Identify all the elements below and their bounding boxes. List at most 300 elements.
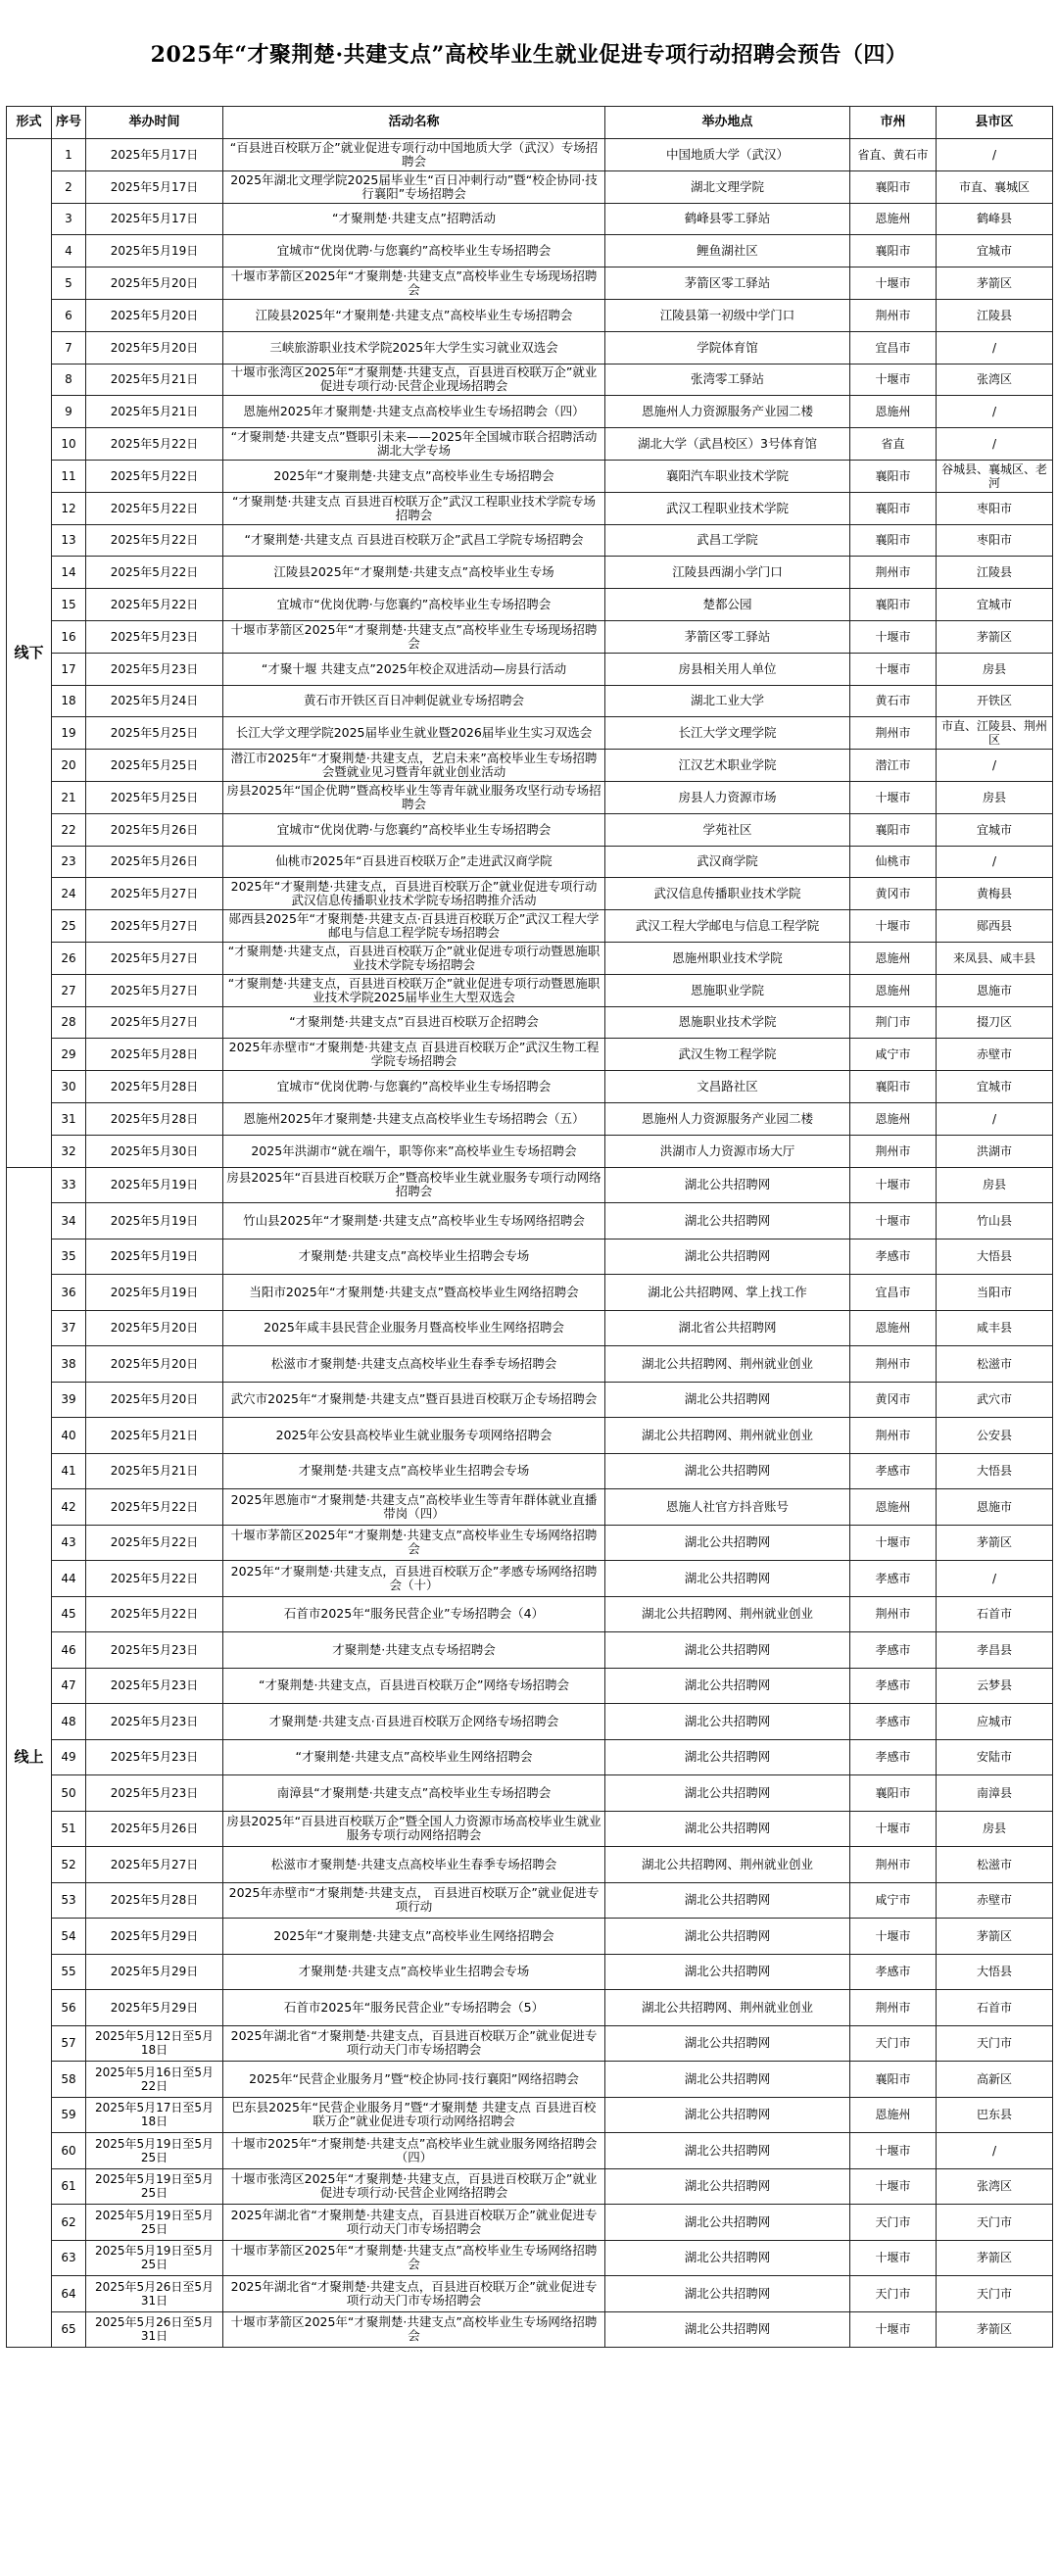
row-county: 郧西县 bbox=[937, 910, 1053, 943]
row-date: 2025年5月25日 bbox=[86, 750, 223, 782]
row-index: 56 bbox=[52, 1990, 86, 2026]
row-county: 公安县 bbox=[937, 1418, 1053, 1454]
table-row bbox=[7, 1561, 1053, 1597]
row-date: 2025年5月19日 bbox=[86, 1167, 223, 1203]
row-date: 2025年5月23日 bbox=[86, 653, 223, 685]
row-city: 黄石市 bbox=[850, 685, 937, 717]
row-venue: 恩施人社官方抖音账号 bbox=[605, 1489, 850, 1526]
document-title: 2025年“才聚荆楚·共建支点”高校毕业生就业促进专项行动招聘会预告（四） bbox=[150, 41, 908, 68]
row-city: 咸宁市 bbox=[850, 1882, 937, 1919]
row-city: 襄阳市 bbox=[850, 235, 937, 267]
row-venue: 文昌路社区 bbox=[605, 1071, 850, 1103]
row-index: 14 bbox=[52, 557, 86, 589]
row-date: 2025年5月26日 bbox=[86, 1811, 223, 1847]
row-index: 48 bbox=[52, 1704, 86, 1740]
row-index: 40 bbox=[52, 1418, 86, 1454]
row-venue: 江汉艺术职业学院 bbox=[605, 750, 850, 782]
row-venue: 湖北公共招聘网 bbox=[605, 1668, 850, 1704]
row-index: 10 bbox=[52, 428, 86, 461]
row-index: 45 bbox=[52, 1596, 86, 1632]
table-row bbox=[7, 974, 1053, 1006]
row-date: 2025年5月22日 bbox=[86, 557, 223, 589]
table-row bbox=[7, 1275, 1053, 1311]
row-county: 宜城市 bbox=[937, 1071, 1053, 1103]
row-county: 石首市 bbox=[937, 1990, 1053, 2026]
row-event-name: “才聚荆楚·共建支点”暨职引未来——2025年全国城市联合招聘活动湖北大学专场 bbox=[223, 428, 605, 461]
header-city: 市州 bbox=[850, 107, 937, 139]
row-event-name: 2025年湖北文理学院2025届毕业生“百日冲刺行动”暨“校企协同·技行襄阳”专场招聘会 bbox=[223, 170, 605, 203]
table-row bbox=[7, 1310, 1053, 1346]
table-row bbox=[7, 1167, 1053, 1203]
row-date: 2025年5月29日 bbox=[86, 1919, 223, 1955]
table-row bbox=[7, 460, 1053, 492]
row-event-name: 宜城市“优岗优聘·与您襄约”高校毕业生专场招聘会 bbox=[223, 589, 605, 621]
row-county: 茅箭区 bbox=[937, 2240, 1053, 2276]
table-row bbox=[7, 1668, 1053, 1704]
table-row bbox=[7, 1847, 1053, 1883]
row-date: 2025年5月19日 bbox=[86, 1203, 223, 1239]
row-venue: 湖北公共招聘网 bbox=[605, 1811, 850, 1847]
row-event-name: 才聚荆楚·共建支点”高校毕业生招聘会专场 bbox=[223, 1954, 605, 1990]
row-event-name: “才聚荆楚·共建支点”百县进百校联万企招聘会 bbox=[223, 1006, 605, 1039]
row-county: 安陆市 bbox=[937, 1739, 1053, 1775]
row-date: 2025年5月27日 bbox=[86, 974, 223, 1006]
row-county: 谷城县、襄城区、老河 bbox=[937, 460, 1053, 492]
header-date: 举办时间 bbox=[86, 107, 223, 139]
row-index: 5 bbox=[52, 267, 86, 300]
row-event-name: 石首市2025年“服务民营企业”专场招聘会（5） bbox=[223, 1990, 605, 2026]
row-event-name: 房县2025年“国企优聘”暨高校毕业生等青年就业服务攻坚行动专场招聘会 bbox=[223, 781, 605, 813]
row-event-name: 才聚荆楚·共建支点”高校毕业生招聘会专场 bbox=[223, 1453, 605, 1489]
row-index: 43 bbox=[52, 1525, 86, 1561]
row-county: 应城市 bbox=[937, 1704, 1053, 1740]
row-event-name: 宜城市“优岗优聘·与您襄约”高校毕业生专场招聘会 bbox=[223, 1071, 605, 1103]
row-venue: 湖北文理学院 bbox=[605, 170, 850, 203]
row-county: 咸丰县 bbox=[937, 1310, 1053, 1346]
row-city: 十堰市 bbox=[850, 1203, 937, 1239]
row-city: 襄阳市 bbox=[850, 1071, 937, 1103]
row-city: 省直、黄石市 bbox=[850, 139, 937, 171]
row-venue: 江陵县西湖小学门口 bbox=[605, 557, 850, 589]
row-date: 2025年5月23日 bbox=[86, 620, 223, 653]
row-date: 2025年5月29日 bbox=[86, 1990, 223, 2026]
row-venue: 湖北省公共招聘网 bbox=[605, 1310, 850, 1346]
row-county: 枣阳市 bbox=[937, 492, 1053, 524]
row-city: 十堰市 bbox=[850, 364, 937, 396]
row-venue: 襄阳汽车职业技术学院 bbox=[605, 460, 850, 492]
row-event-name: 2025年洪湖市“就在端午，职等你来”高校毕业生专场招聘会 bbox=[223, 1135, 605, 1167]
table-body bbox=[7, 139, 1053, 2348]
table-row bbox=[7, 331, 1053, 364]
row-index: 15 bbox=[52, 589, 86, 621]
row-event-name: “才聚荆楚·共建支点，百县进百校联万企”就业促进专项行动暨恩施职业技术学院2025届毕业生大型双选会 bbox=[223, 974, 605, 1006]
table-row bbox=[7, 492, 1053, 524]
table-row bbox=[7, 1919, 1053, 1955]
row-index: 4 bbox=[52, 235, 86, 267]
row-city: 荆州市 bbox=[850, 1596, 937, 1632]
row-index: 41 bbox=[52, 1453, 86, 1489]
row-county: 开铁区 bbox=[937, 685, 1053, 717]
row-county: 江陵县 bbox=[937, 299, 1053, 331]
row-venue: 湖北公共招聘网 bbox=[605, 2097, 850, 2133]
table-row bbox=[7, 813, 1053, 846]
row-date: 2025年5月22日 bbox=[86, 492, 223, 524]
row-index: 44 bbox=[52, 1561, 86, 1597]
row-index: 13 bbox=[52, 524, 86, 557]
table-row bbox=[7, 1632, 1053, 1669]
row-event-name: 2025年“才聚荆楚·共建支点，百县进百校联万企”就业促进专项行动武汉信息传播职业技术学院专场招聘推介活动 bbox=[223, 878, 605, 910]
table-row bbox=[7, 1382, 1053, 1418]
row-city: 襄阳市 bbox=[850, 1775, 937, 1812]
row-date: 2025年5月20日 bbox=[86, 1382, 223, 1418]
row-city: 荆州市 bbox=[850, 1418, 937, 1454]
row-county: 房县 bbox=[937, 781, 1053, 813]
row-date: 2025年5月20日 bbox=[86, 331, 223, 364]
row-city: 孝感市 bbox=[850, 1954, 937, 1990]
row-date: 2025年5月16日至5月22日 bbox=[86, 2062, 223, 2098]
row-index: 6 bbox=[52, 299, 86, 331]
row-index: 31 bbox=[52, 1102, 86, 1135]
row-city: 荆州市 bbox=[850, 1990, 937, 2026]
row-date: 2025年5月17日至5月18日 bbox=[86, 2097, 223, 2133]
header-county: 县市区 bbox=[937, 107, 1053, 139]
row-city: 十堰市 bbox=[850, 1167, 937, 1203]
row-county: 宜城市 bbox=[937, 589, 1053, 621]
row-venue: 湖北公共招聘网 bbox=[605, 1203, 850, 1239]
row-city: 天门市 bbox=[850, 2276, 937, 2312]
row-date: 2025年5月22日 bbox=[86, 1596, 223, 1632]
row-index: 29 bbox=[52, 1039, 86, 1071]
row-city: 孝感市 bbox=[850, 1704, 937, 1740]
row-county: 天门市 bbox=[937, 2025, 1053, 2062]
row-event-name: 十堰市茅箭区2025年“才聚荆楚·共建支点”高校毕业生专场现场招聘会 bbox=[223, 267, 605, 300]
row-date: 2025年5月22日 bbox=[86, 428, 223, 461]
row-venue: 恩施州人力资源服务产业园二楼 bbox=[605, 1102, 850, 1135]
row-index: 26 bbox=[52, 942, 86, 974]
row-city: 孝感市 bbox=[850, 1632, 937, 1669]
row-index: 8 bbox=[52, 364, 86, 396]
row-city: 黄冈市 bbox=[850, 878, 937, 910]
row-county: 松滋市 bbox=[937, 1847, 1053, 1883]
row-index: 9 bbox=[52, 396, 86, 428]
row-city: 恩施州 bbox=[850, 1102, 937, 1135]
row-date: 2025年5月30日 bbox=[86, 1135, 223, 1167]
row-event-name: 十堰市茅箭区2025年“才聚荆楚·共建支点”高校毕业生专场网络招聘会 bbox=[223, 2240, 605, 2276]
row-event-name: “才聚荆楚·共建支点，百县进百校联万企”就业促进专项行动暨恩施职业技术学院专场招聘会 bbox=[223, 942, 605, 974]
row-event-name: 竹山县2025年“才聚荆楚·共建支点”高校毕业生专场网络招聘会 bbox=[223, 1203, 605, 1239]
table-row bbox=[7, 1346, 1053, 1383]
row-event-name: 2025年赤壁市“才聚荆楚·共建支点 百县进百校联万企”武汉生物工程学院专场招聘会 bbox=[223, 1039, 605, 1071]
row-city: 襄阳市 bbox=[850, 813, 937, 846]
row-county: 市直、江陵县、荆州区 bbox=[937, 717, 1053, 750]
table-row bbox=[7, 1954, 1053, 1990]
row-venue: 楚都公园 bbox=[605, 589, 850, 621]
table-row bbox=[7, 942, 1053, 974]
table-row bbox=[7, 364, 1053, 396]
row-event-name: 江陵县2025年“才聚荆楚·共建支点”高校毕业生专场招聘会 bbox=[223, 299, 605, 331]
row-event-name: 十堰市张湾区2025年“才聚荆楚·共建支点，百县进百校联万企”就业促进专项行动·民营企业现场招聘会 bbox=[223, 364, 605, 396]
table-row bbox=[7, 524, 1053, 557]
row-index: 7 bbox=[52, 331, 86, 364]
row-venue: 湖北公共招聘网 bbox=[605, 1739, 850, 1775]
row-county: 市直、襄城区 bbox=[937, 170, 1053, 203]
row-venue: 湖北公共招聘网 bbox=[605, 1167, 850, 1203]
row-index: 27 bbox=[52, 974, 86, 1006]
row-county: 恩施市 bbox=[937, 974, 1053, 1006]
table-row bbox=[7, 2276, 1053, 2312]
row-county: 张湾区 bbox=[937, 2168, 1053, 2205]
table-row bbox=[7, 1039, 1053, 1071]
row-venue: 湖北公共招聘网 bbox=[605, 1632, 850, 1669]
row-date: 2025年5月17日 bbox=[86, 203, 223, 235]
row-county: 天门市 bbox=[937, 2205, 1053, 2241]
row-event-name: 十堰市茅箭区2025年“才聚荆楚·共建支点”高校毕业生专场网络招聘会 bbox=[223, 2311, 605, 2348]
row-index: 54 bbox=[52, 1919, 86, 1955]
row-event-name: 当阳市2025年“才聚荆楚·共建支点”暨高校毕业生网络招聘会 bbox=[223, 1275, 605, 1311]
row-venue: 洪湖市人力资源市场大厅 bbox=[605, 1135, 850, 1167]
row-city: 荆州市 bbox=[850, 1135, 937, 1167]
row-date: 2025年5月23日 bbox=[86, 1704, 223, 1740]
row-county: 高新区 bbox=[937, 2062, 1053, 2098]
row-city: 潜江市 bbox=[850, 750, 937, 782]
row-index: 32 bbox=[52, 1135, 86, 1167]
row-date: 2025年5月27日 bbox=[86, 1006, 223, 1039]
row-date: 2025年5月23日 bbox=[86, 1668, 223, 1704]
row-index: 47 bbox=[52, 1668, 86, 1704]
row-date: 2025年5月21日 bbox=[86, 364, 223, 396]
row-event-name: 宜城市“优岗优聘·与您襄约”高校毕业生专场招聘会 bbox=[223, 813, 605, 846]
row-city: 孝感市 bbox=[850, 1453, 937, 1489]
row-city: 荆州市 bbox=[850, 717, 937, 750]
table-row bbox=[7, 299, 1053, 331]
table-row bbox=[7, 1071, 1053, 1103]
table-row bbox=[7, 1704, 1053, 1740]
table-row bbox=[7, 1418, 1053, 1454]
row-city: 荆门市 bbox=[850, 1006, 937, 1039]
table-row bbox=[7, 1525, 1053, 1561]
row-venue: 湖北公共招聘网 bbox=[605, 1954, 850, 1990]
row-county: / bbox=[937, 1102, 1053, 1135]
row-event-name: “才聚十堰 共建支点”2025年校企双进活动—房县行活动 bbox=[223, 653, 605, 685]
row-date: 2025年5月21日 bbox=[86, 396, 223, 428]
row-county: 大悟县 bbox=[937, 1239, 1053, 1275]
row-city: 省直 bbox=[850, 428, 937, 461]
row-date: 2025年5月22日 bbox=[86, 1525, 223, 1561]
table-row bbox=[7, 139, 1053, 171]
table-row bbox=[7, 781, 1053, 813]
row-county: 南漳县 bbox=[937, 1775, 1053, 1812]
row-venue: 湖北公共招聘网 bbox=[605, 1561, 850, 1597]
row-index: 20 bbox=[52, 750, 86, 782]
row-date: 2025年5月27日 bbox=[86, 942, 223, 974]
row-event-name: 黄石市开铁区百日冲刺促就业专场招聘会 bbox=[223, 685, 605, 717]
table-row bbox=[7, 2062, 1053, 2098]
row-index: 12 bbox=[52, 492, 86, 524]
row-index: 55 bbox=[52, 1954, 86, 1990]
row-date: 2025年5月23日 bbox=[86, 1632, 223, 1669]
row-venue: 湖北公共招聘网 bbox=[605, 2133, 850, 2169]
row-county: 大悟县 bbox=[937, 1453, 1053, 1489]
row-date: 2025年5月24日 bbox=[86, 685, 223, 717]
row-venue: 鹤峰县零工驿站 bbox=[605, 203, 850, 235]
row-event-name: 2025年“民营企业服务月”暨“校企协同·技行襄阳”网络招聘会 bbox=[223, 2062, 605, 2098]
row-index: 1 bbox=[52, 139, 86, 171]
row-event-name: 石首市2025年“服务民营企业”专场招聘会（4） bbox=[223, 1596, 605, 1632]
row-county: / bbox=[937, 2133, 1053, 2169]
row-venue: 湖北公共招聘网 bbox=[605, 1704, 850, 1740]
row-county: / bbox=[937, 428, 1053, 461]
row-event-name: “才聚荆楚·共建支点 百县进百校联万企”武昌工学院专场招聘会 bbox=[223, 524, 605, 557]
row-city: 恩施州 bbox=[850, 974, 937, 1006]
row-event-name: 2025年湖北省“才聚荆楚·共建支点，百县进百校联万企”就业促进专项行动天门市专场招聘会 bbox=[223, 2276, 605, 2312]
row-venue: 恩施职业学院 bbox=[605, 974, 850, 1006]
row-date: 2025年5月28日 bbox=[86, 1882, 223, 1919]
row-county: 石首市 bbox=[937, 1596, 1053, 1632]
row-date: 2025年5月19日至5月25日 bbox=[86, 2168, 223, 2205]
row-venue: 江陵县第一初级中学门口 bbox=[605, 299, 850, 331]
row-venue: 湖北公共招聘网 bbox=[605, 2025, 850, 2062]
row-event-name: 恩施州2025年才聚荆楚·共建支点高校毕业生专场招聘会（四） bbox=[223, 396, 605, 428]
row-date: 2025年5月19日 bbox=[86, 1239, 223, 1275]
row-date: 2025年5月27日 bbox=[86, 1847, 223, 1883]
row-index: 24 bbox=[52, 878, 86, 910]
table-row bbox=[7, 685, 1053, 717]
row-venue: 湖北公共招聘网 bbox=[605, 1775, 850, 1812]
row-venue: 湖北公共招聘网、荆州就业创业 bbox=[605, 1596, 850, 1632]
row-city: 恩施州 bbox=[850, 2097, 937, 2133]
row-county: 来凤县、咸丰县 bbox=[937, 942, 1053, 974]
row-date: 2025年5月20日 bbox=[86, 267, 223, 300]
row-county: 宜城市 bbox=[937, 813, 1053, 846]
row-venue: 恩施州职业技术学院 bbox=[605, 942, 850, 974]
row-date: 2025年5月22日 bbox=[86, 589, 223, 621]
table-row bbox=[7, 846, 1053, 878]
row-index: 46 bbox=[52, 1632, 86, 1669]
row-index: 61 bbox=[52, 2168, 86, 2205]
row-date: 2025年5月19日至5月25日 bbox=[86, 2133, 223, 2169]
row-index: 22 bbox=[52, 813, 86, 846]
row-event-name: 2025年“才聚荆楚·共建支点”高校毕业生专场招聘会 bbox=[223, 460, 605, 492]
row-index: 3 bbox=[52, 203, 86, 235]
row-event-name: “百县进百校联万企”就业促进专项行动中国地质大学（武汉）专场招聘会 bbox=[223, 139, 605, 171]
row-date: 2025年5月17日 bbox=[86, 170, 223, 203]
row-date: 2025年5月23日 bbox=[86, 1739, 223, 1775]
row-county: 大悟县 bbox=[937, 1954, 1053, 1990]
table-row bbox=[7, 1775, 1053, 1812]
row-event-name: 十堰市张湾区2025年“才聚荆楚·共建支点，百县进百校联万企”就业促进专项行动·民营企业网络招聘会 bbox=[223, 2168, 605, 2205]
row-venue: 房县人力资源市场 bbox=[605, 781, 850, 813]
row-city: 荆州市 bbox=[850, 1847, 937, 1883]
row-venue: 茅箭区零工驿站 bbox=[605, 267, 850, 300]
row-venue: 武汉工程大学邮电与信息工程学院 bbox=[605, 910, 850, 943]
row-event-name: 三峡旅游职业技术学院2025年大学生实习就业双选会 bbox=[223, 331, 605, 364]
row-county: 枣阳市 bbox=[937, 524, 1053, 557]
row-city: 十堰市 bbox=[850, 267, 937, 300]
table-row bbox=[7, 750, 1053, 782]
table-row bbox=[7, 1882, 1053, 1919]
row-venue: 湖北公共招聘网、荆州就业创业 bbox=[605, 1418, 850, 1454]
row-venue: 湖北公共招聘网 bbox=[605, 1239, 850, 1275]
row-county: / bbox=[937, 750, 1053, 782]
row-county: / bbox=[937, 396, 1053, 428]
row-index: 16 bbox=[52, 620, 86, 653]
row-city: 十堰市 bbox=[850, 620, 937, 653]
row-event-name: 南漳县“才聚荆楚·共建支点”高校毕业生专场招聘会 bbox=[223, 1775, 605, 1812]
row-city: 恩施州 bbox=[850, 942, 937, 974]
row-city: 襄阳市 bbox=[850, 460, 937, 492]
row-city: 天门市 bbox=[850, 2025, 937, 2062]
row-index: 28 bbox=[52, 1006, 86, 1039]
row-index: 30 bbox=[52, 1071, 86, 1103]
row-event-name: 长江大学文理学院2025届毕业生就业暨2026届毕业生实习双选会 bbox=[223, 717, 605, 750]
row-event-name: 宜城市“优岗优聘·与您襄约”高校毕业生专场招聘会 bbox=[223, 235, 605, 267]
row-venue: 湖北公共招聘网、荆州就业创业 bbox=[605, 1847, 850, 1883]
table-row bbox=[7, 428, 1053, 461]
row-county: 茅箭区 bbox=[937, 2311, 1053, 2348]
row-venue: 恩施州人力资源服务产业园二楼 bbox=[605, 396, 850, 428]
row-city: 襄阳市 bbox=[850, 492, 937, 524]
row-venue: 湖北公共招聘网 bbox=[605, 1382, 850, 1418]
row-venue: 湖北大学（武昌校区）3号体育馆 bbox=[605, 428, 850, 461]
row-county: / bbox=[937, 331, 1053, 364]
row-venue: 中国地质大学（武汉） bbox=[605, 139, 850, 171]
row-county: 房县 bbox=[937, 1167, 1053, 1203]
row-county: 赤壁市 bbox=[937, 1039, 1053, 1071]
row-date: 2025年5月20日 bbox=[86, 1346, 223, 1383]
row-event-name: 十堰市2025年“才聚荆楚·共建支点”高校毕业生就业服务网络招聘会（四） bbox=[223, 2133, 605, 2169]
row-date: 2025年5月22日 bbox=[86, 1489, 223, 1526]
row-venue: 湖北公共招聘网 bbox=[605, 2311, 850, 2348]
row-city: 宜昌市 bbox=[850, 331, 937, 364]
row-venue: 长江大学文理学院 bbox=[605, 717, 850, 750]
row-city: 十堰市 bbox=[850, 653, 937, 685]
row-city: 孝感市 bbox=[850, 1561, 937, 1597]
row-event-name: 2025年湖北省“才聚荆楚·共建支点，百县进百校联万企”就业促进专项行动天门市专场招聘会 bbox=[223, 2025, 605, 2062]
row-venue: 学院体育馆 bbox=[605, 331, 850, 364]
table-row bbox=[7, 1990, 1053, 2026]
header-format: 形式 bbox=[7, 107, 52, 139]
row-city: 宜昌市 bbox=[850, 1275, 937, 1311]
row-city: 恩施州 bbox=[850, 1489, 937, 1526]
row-venue: 湖北公共招聘网 bbox=[605, 1882, 850, 1919]
row-event-name: “才聚荆楚·共建支点”招聘活动 bbox=[223, 203, 605, 235]
row-venue: 房县相关用人单位 bbox=[605, 653, 850, 685]
row-city: 咸宁市 bbox=[850, 1039, 937, 1071]
row-index: 21 bbox=[52, 781, 86, 813]
table-row bbox=[7, 396, 1053, 428]
row-venue: 湖北公共招聘网、荆州就业创业 bbox=[605, 1990, 850, 2026]
row-index: 23 bbox=[52, 846, 86, 878]
row-event-name: 巴东县2025年“民营企业服务月”暨“才聚荆楚 共建支点 百县进百校联万企”就业促进专项行动网络招聘会 bbox=[223, 2097, 605, 2133]
table-row bbox=[7, 717, 1053, 750]
row-county: / bbox=[937, 846, 1053, 878]
row-event-name: 仙桃市2025年“百县进百校联万企”走进武汉商学院 bbox=[223, 846, 605, 878]
row-date: 2025年5月22日 bbox=[86, 1561, 223, 1597]
row-venue: 武汉生物工程学院 bbox=[605, 1039, 850, 1071]
table-row bbox=[7, 2097, 1053, 2133]
header-event-name: 活动名称 bbox=[223, 107, 605, 139]
row-index: 11 bbox=[52, 460, 86, 492]
row-index: 39 bbox=[52, 1382, 86, 1418]
row-county: 武穴市 bbox=[937, 1382, 1053, 1418]
row-county: 茅箭区 bbox=[937, 620, 1053, 653]
row-venue: 湖北公共招聘网 bbox=[605, 2240, 850, 2276]
row-county: 房县 bbox=[937, 653, 1053, 685]
row-event-name: 才聚荆楚·共建支点”高校毕业生招聘会专场 bbox=[223, 1239, 605, 1275]
table-row bbox=[7, 1135, 1053, 1167]
row-date: 2025年5月29日 bbox=[86, 1954, 223, 1990]
table-row bbox=[7, 235, 1053, 267]
